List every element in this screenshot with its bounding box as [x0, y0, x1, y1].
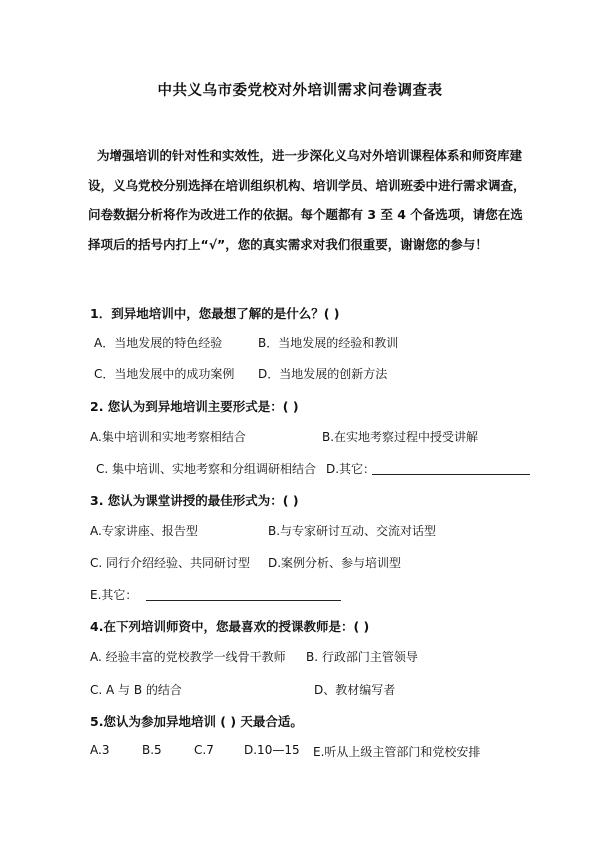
q5-option-a: A.3: [90, 743, 110, 757]
q1-option-a: A．当地发展的特色经验: [94, 336, 223, 350]
q1-option-c: C．当地发展中的成功案例: [94, 367, 235, 381]
question-5: 5.您认为参加异地培训 ( ) 天最合适。: [90, 714, 303, 729]
q3-other-blank[interactable]: [146, 600, 341, 601]
q3-option-b: B.与专家研讨互动、交流对话型: [268, 524, 437, 538]
question-3: 3. 您认为课堂讲授的最佳形式为：( ): [90, 493, 299, 508]
q5-option-c: C.7: [194, 743, 214, 757]
q3-option-d: D.案例分析、参与培训型: [268, 556, 402, 570]
q4-option-c: C. A 与 B 的结合: [90, 683, 182, 697]
q5-option-e: E.听从上级主管部门和党校安排: [313, 745, 481, 759]
q2-other-blank[interactable]: [372, 474, 530, 475]
intro-paragraph: 为增强培训的针对性和实效性，进一步深化义乌对外培训课程体系和师资库建设，义乌党校分别选择在培训组织机构、培训学员、培训班委中进行需求调查，问卷数据分析将作为改进工作的依据。每个题都有 3 至 4 个备选项，请您在选择项后的括号内打上“√”，您的真实需求对我们很重要，谢谢您的参与！: [88, 148, 526, 252]
page-title: 中共义乌市委党校对外培训需求问卷调查表: [157, 83, 443, 99]
q2-option-d: D.其它：: [326, 462, 376, 476]
question-1: 1．到异地培训中，您最想了解的是什么？( ): [90, 306, 340, 321]
q3-option-e: E.其它：: [90, 588, 138, 602]
q1-option-d: D．当地发展的创新方法: [258, 367, 388, 381]
q4-option-a: A. 经验丰富的党校教学一线骨干教师: [90, 650, 286, 664]
q4-option-b: B. 行政部门主管领导: [306, 650, 418, 664]
q3-option-c: C. 同行介绍经验、共同研讨型: [90, 556, 251, 570]
q4-option-d: D、教材编写者: [314, 683, 396, 697]
q2-option-b: B.在实地考察过程中授受讲解: [322, 430, 479, 444]
q5-option-b: B.5: [142, 743, 162, 757]
q2-option-a: A.集中培训和实地考察相结合: [90, 430, 246, 444]
q1-option-b: B．当地发展的经验和教训: [258, 336, 399, 350]
question-4: 4.在下列培训师资中，您最喜欢的授课教师是：( ): [90, 619, 370, 634]
q2-option-c: C. 集中培训、实地考察和分组调研相结合: [96, 462, 317, 476]
question-2: 2. 您认为到异地培训主要形式是：( ): [90, 399, 299, 414]
q5-option-d: D.10—15: [244, 743, 300, 757]
q3-option-a: A.专家讲座、报告型: [90, 524, 198, 538]
